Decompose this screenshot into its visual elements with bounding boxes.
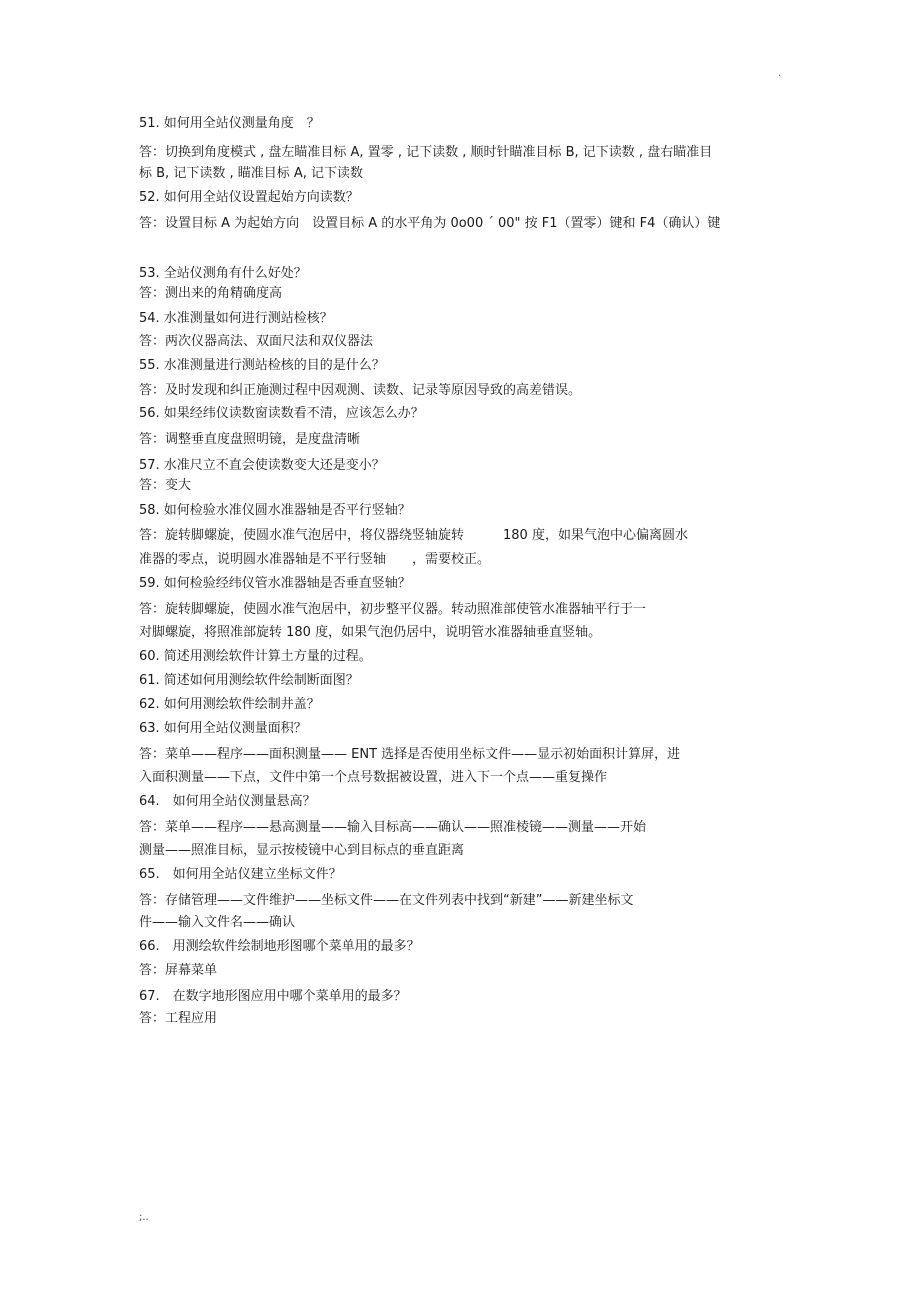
- answer-65-line-1: 答：存储管理——文件维护——坐标文件——在文件列表中找到“新建”——新建坐标文: [139, 893, 634, 908]
- question-54: 54. 水准测量如何进行测站检核？: [139, 311, 333, 326]
- question-62: 62. 如何用测绘软件绘制井盖？: [139, 697, 320, 712]
- answer-67: 答：工程应用: [139, 1011, 218, 1026]
- footer-mark: ;..: [139, 1212, 149, 1223]
- answer-57: 答：变大: [139, 478, 192, 493]
- answer-55: 答：及时发现和纠正施测过程中因观测、读数、记录等原因导致的高差错误。: [139, 383, 582, 398]
- answer-64-line-2: 测量——照准目标，显示按棱镜中心到目标点的垂直距离: [139, 843, 465, 858]
- question-57: 57. 水准尺立不直会使读数变大还是变小？: [139, 458, 385, 473]
- question-61: 61. 简述如何用测绘软件绘制断面图？: [139, 673, 359, 688]
- question-53: 53. 全站仪测角有什么好处？: [139, 266, 307, 281]
- answer-54: 答：两次仪器高法、双面尺法和双仪器法: [139, 334, 374, 349]
- answer-58-line-1: 答：旋转脚螺旋，使圆水准气泡居中，将仪器绕竖轴旋转 180 度，如果气泡中心偏离圆水: [139, 528, 688, 543]
- answer-51-line-1: 答：切换到角度模式 , 盘左瞄准目标 A, 置零 , 记下读数 , 顺时针瞄准目标 B, 记下读数 , 盘右瞄准目: [139, 145, 713, 160]
- question-58: 58. 如何检验水准仪圆水准器轴是否平行竖轴？: [139, 503, 411, 518]
- question-56: 56. 如果经纬仪读数窗读数看不清，应该怎么办？: [139, 406, 424, 421]
- question-64: 64. 如何用全站仪测量悬高？: [139, 794, 316, 809]
- answer-58-line-2: 准器的零点，说明圆水准器轴是不平行竖轴 ，需要校正。: [139, 552, 491, 567]
- question-51: 51. 如何用全站仪测量角度 ？: [139, 116, 320, 131]
- question-60: 60. 简述用测绘软件计算土方量的过程。: [139, 649, 372, 664]
- question-67: 67. 在数字地形图应用中哪个菜单用的最多？: [139, 989, 407, 1004]
- answer-52: 答：设置目标 A 为起始方向 设置目标 A 的水平角为 0o00 ˊ 00" 按 F1（置零）键和 F4（确认）键: [139, 216, 721, 231]
- answer-63-line-2: 入面积测量——下点，文件中第一个点号数据被设置，进入下一个点——重复操作: [139, 770, 608, 785]
- question-52: 52. 如何用全站仪设置起始方向读数？: [139, 190, 359, 205]
- answer-63-line-1: 答：菜单——程序——面积测量—— ENT 选择是否使用坐标文件——显示初始面积计算屏，进: [139, 747, 681, 762]
- answer-56: 答：调整垂直度盘照明镜，是度盘清晰: [139, 432, 361, 447]
- question-59: 59. 如何检验经纬仪管水准器轴是否垂直竖轴？: [139, 576, 411, 591]
- question-66: 66. 用测绘软件绘制地形图哪个菜单用的最多？: [139, 939, 420, 954]
- question-55: 55. 水准测量进行测站检核的目的是什么？: [139, 358, 385, 373]
- corner-mark: .: [778, 68, 782, 79]
- answer-53: 答：测出来的角精确度高: [139, 286, 283, 301]
- answer-64-line-1: 答：菜单——程序——悬高测量——输入目标高——确认——照准棱镜——测量——开始: [139, 820, 647, 835]
- question-63: 63. 如何用全站仪测量面积？: [139, 721, 307, 736]
- question-65: 65. 如何用全站仪建立坐标文件？: [139, 867, 342, 882]
- answer-66: 答：屏幕菜单: [139, 963, 218, 978]
- answer-65-line-2: 件——输入文件名——确认: [139, 915, 296, 930]
- answer-59-line-2: 对脚螺旋，将照准部旋转 180 度，如果气泡仍居中，说明管水准器轴垂直竖轴。: [139, 625, 602, 640]
- answer-51-line-2: 标 B, 记下读数 , 瞄准目标 A, 记下读数: [139, 166, 364, 181]
- answer-59-line-1: 答：旋转脚螺旋，使圆水准气泡居中，初步整平仪器。转动照准部使管水准器轴平行于一: [139, 602, 647, 617]
